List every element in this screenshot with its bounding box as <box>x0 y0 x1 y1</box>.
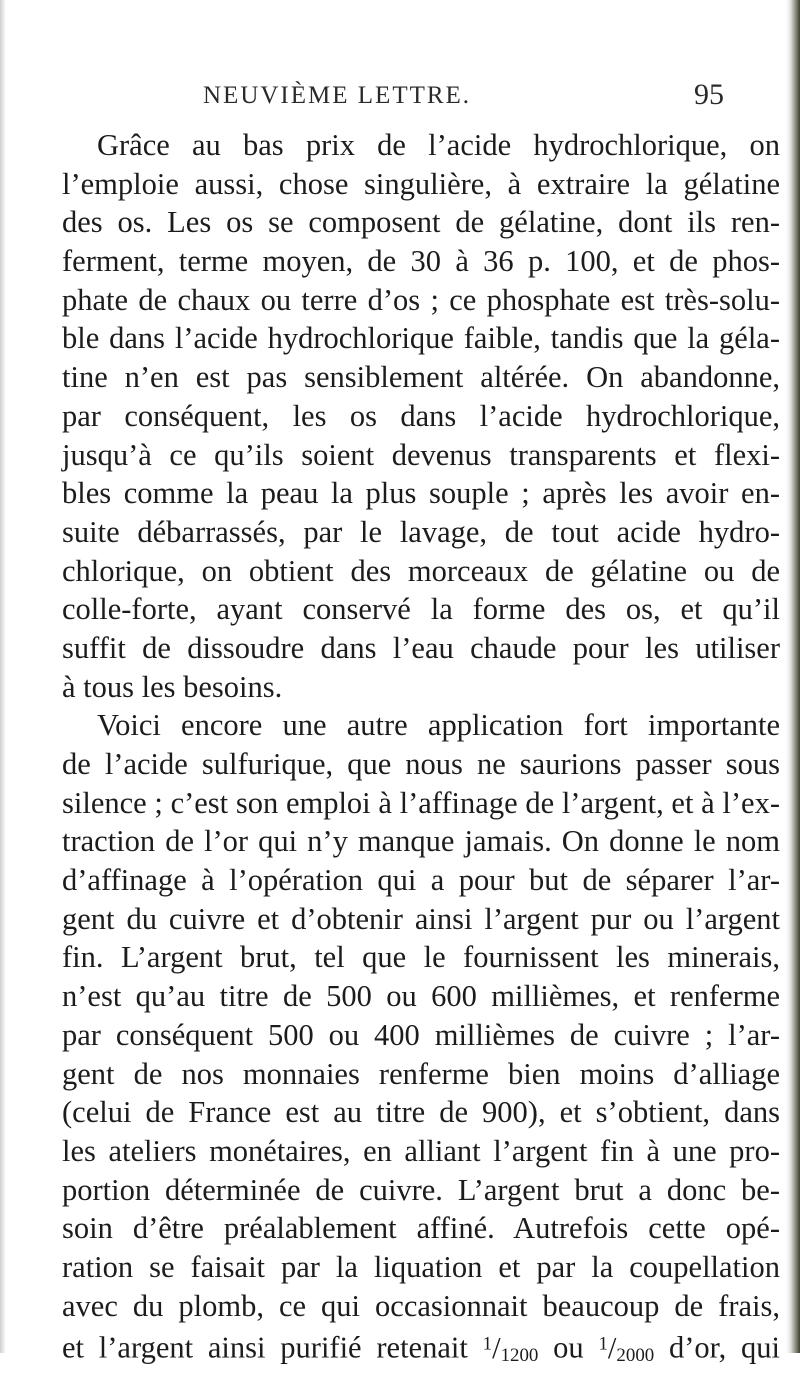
text-line: fin. L’argent brut, tel que le fournissent les minerais, <box>62 940 780 975</box>
text-line: ferment, terme moyen, de 30 à 36 p. 100, et de phos- <box>62 244 780 279</box>
text-line: d’affinage à l’opération qui a pour but de séparer l’ar- <box>62 863 780 898</box>
text-line: jusqu’à ce qu’ils soient devenus transparents et flexi- <box>62 437 780 472</box>
text-line: (celui de France est au titre de 900), et s’obtient, dans <box>62 1095 780 1130</box>
text-line: Voici encore une autre application fort importante <box>97 708 780 743</box>
last-line-prefix: et l’argent ainsi purifié retenait <box>62 1330 468 1365</box>
text-line: à tous les besoins. <box>62 669 283 704</box>
text-line: avec du plomb, ce qui occasionnait beaucoup de frais, <box>62 1288 780 1323</box>
text-line: Grâce au bas prix de l’acide hydrochlorique, on <box>97 128 780 162</box>
text-line: par conséquent 500 ou 400 millièmes de cuivre ; l’ar- <box>62 1017 780 1052</box>
text-line: tine n’en est pas sensiblement altérée. On abandonne, <box>62 360 780 395</box>
text-line: l’emploie aussi, chose singulière, à extraire la gélatine <box>62 166 780 201</box>
text-line-last <box>62 1325 780 1364</box>
text-line: chlorique, on obtient des morceaux de gélatine ou de <box>62 553 780 588</box>
fraction-one-twelve-hundredth: $^1$/1200 <box>482 1330 539 1366</box>
page-right-edge <box>786 0 800 1353</box>
text-line: traction de l’or qui n’y manque jamais. On donne le nom <box>62 824 780 859</box>
text-line: gent de nos monnaies renferme bien moins d’alliage <box>62 1056 780 1091</box>
fraction-numerator: 1 <box>482 1333 493 1355</box>
text-line: suffit de dissoudre dans l’eau chaude pour les utiliser <box>62 630 780 665</box>
page-left-shadow <box>0 0 6 1353</box>
text-line: bles comme la peau la plus souple ; après les avoir en- <box>62 476 780 511</box>
fraction-numerator: 1 <box>598 1333 608 1355</box>
text-line: colle-forte, ayant conservé la forme des os, et qu’il <box>62 592 780 627</box>
last-line-middle: ou <box>553 1330 584 1365</box>
text-line: gent du cuivre et d’obtenir ainsi l’argent pur ou l’argent <box>62 901 780 936</box>
text-line: ration se faisait par la liquation et par la coupellation <box>62 1249 780 1284</box>
fraction-one-two-thousandth: $^1$/2000 <box>598 1330 655 1366</box>
text-line: portion déterminée de cuivre. L’argent brut a donc be- <box>62 1172 780 1207</box>
body-text <box>62 126 780 1364</box>
fraction-denominator: 1200 <box>500 1344 539 1366</box>
page-number: 95 <box>694 78 724 111</box>
text-line: par conséquent, les os dans l’acide hydrochlorique, <box>62 398 780 433</box>
text-line: les ateliers monétaires, en alliant l’argent fin à une pro- <box>62 1133 780 1168</box>
text-line: ble dans l’acide hydrochlorique faible, tandis que la géla- <box>62 321 780 356</box>
text-line: soin d’être préalablement affiné. Autrefois cette opé- <box>62 1211 780 1246</box>
text-line: phate de chaux ou terre d’os ; ce phosphate est très-solu- <box>62 282 780 317</box>
text-line: suite débarrassés, par le lavage, de tout acide hydro- <box>62 514 780 549</box>
running-title: NEUVIÈME LETTRE. <box>203 82 472 109</box>
page-header <box>0 78 800 118</box>
text-line: n’est qu’au titre de 500 ou 600 millièmes, et renferme <box>62 979 780 1014</box>
text-line: silence ; c’est son emploi à l’affinage de l’argent, et à l’ex- <box>62 785 780 820</box>
text-line: des os. Les os se composent de gélatine, dont ils ren- <box>62 205 780 240</box>
text-line: de l’acide sulfurique, que nous ne saurions passer sous <box>62 747 780 781</box>
fraction-denominator: 2000 <box>616 1344 655 1366</box>
last-line-suffix: d’or, qui <box>669 1330 781 1365</box>
